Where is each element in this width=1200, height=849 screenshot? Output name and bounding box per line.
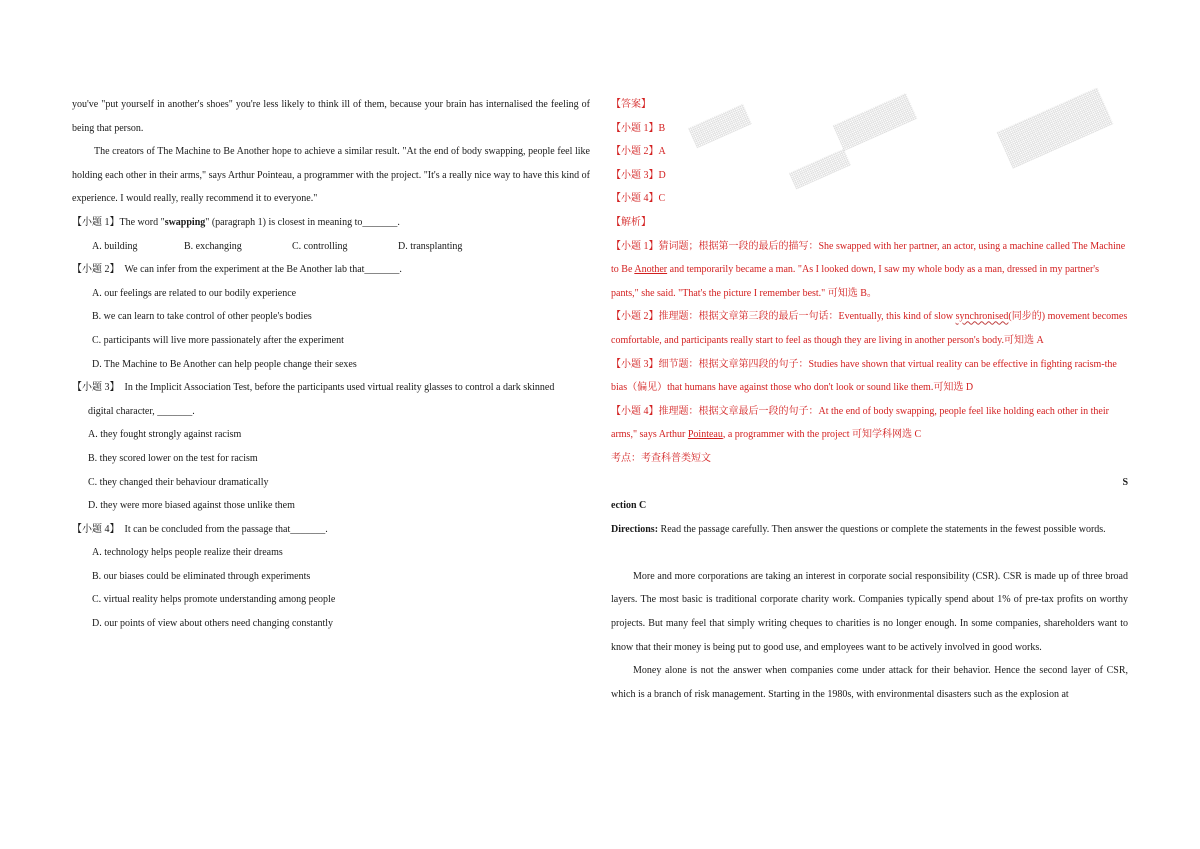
passage-paragraph: you've "put yourself in another's shoes" you're less likely to think ill of them, because your brain has internalised the feeling of being that person. bbox=[72, 99, 590, 134]
passage-paragraph: Money alone is not the answer when companies come under attack for their behavior. Hence the second layer of CSR, which is a branch of risk management. Starting in the 1980s, with environmental disasters such as the explosion at bbox=[611, 665, 1128, 700]
question-1: 【小题 1】The word "swapping" (paragraph 1) is closest in meaning to_______. bbox=[72, 216, 400, 228]
directions: Directions: Read the passage carefully. Then answer the questions or complete the statements in the fewest possible words. bbox=[611, 523, 1106, 535]
option-b[interactable]: B. exchanging bbox=[184, 240, 242, 252]
question-3-continuation: digital character, _______. bbox=[88, 405, 195, 417]
option-c[interactable]: C. controlling bbox=[292, 240, 348, 252]
option-a[interactable]: A. technology helps people realize their dreams bbox=[92, 547, 283, 559]
passage-paragraph: The creators of The Machine to Be Another hope to achieve a similar result. "At the end of body swapping, people feel like holding each other in their arms," says Arthur Pointeau, a programmer with the project. "It's a really nice way to have this kind of experience. I would really, really recommend it to everyone." bbox=[72, 146, 590, 205]
section-heading: ection C bbox=[611, 500, 647, 512]
analysis-header: 【解析】 bbox=[611, 216, 651, 228]
explanation-1: 【小题 1】猜词题；根据第一段的最后的描写：She swapped with her partner, an actor, using a machine called The Machine to Be Another and temporarily became a man. "As I looked down, I saw my whole body as a man, dressed in my partner's pants," she said. "That's the picture I remember best." 可知选 B。 bbox=[611, 240, 1126, 299]
question-1-options bbox=[72, 235, 590, 259]
option-d[interactable]: D. they were more biased against those unlike them bbox=[88, 500, 295, 512]
left-column bbox=[72, 93, 590, 636]
option-b[interactable]: B. they scored lower on the test for racism bbox=[88, 452, 258, 464]
answer-1: 【小题 1】B bbox=[611, 122, 666, 134]
passage-paragraph: More and more corporations are taking an interest in corporate social responsibility (CSR). CSR is made up of three broad layers. The most basic is traditional corporate charity work. Companies typically spend about 1% of pre-tax profits on worthy projects. But many feel that simply writing cheques to charities is no longer enough. In some companies, shareholders want to know that their money is being put to good use, and employees want to be actively involved in good works. bbox=[611, 570, 1128, 653]
question-3: 【小题 3】 In the Implicit Association Test, before the participants used virtual reality glasses to control a dark skinned bbox=[72, 382, 555, 394]
option-c[interactable]: C. virtual reality helps promote understanding among people bbox=[92, 594, 336, 606]
answer-3: 【小题 3】D bbox=[611, 169, 666, 181]
question-number: 【小题 2】 bbox=[72, 264, 120, 276]
option-d[interactable]: D. our points of view about others need changing constantly bbox=[92, 618, 334, 630]
option-c[interactable]: C. participants will live more passionately after the experiment bbox=[92, 334, 344, 346]
right-column bbox=[611, 93, 1128, 706]
answer-2: 【小题 2】A bbox=[611, 146, 666, 158]
option-b[interactable]: B. we can learn to take control of other people's bodies bbox=[92, 311, 312, 323]
spacer bbox=[611, 541, 1128, 565]
option-d[interactable]: D. transplanting bbox=[398, 240, 463, 252]
answer-4: 【小题 4】C bbox=[611, 193, 666, 205]
question-4: 【小题 4】 It can be concluded from the passage that_______. bbox=[72, 523, 328, 535]
answer-header: 【答案】 bbox=[611, 99, 651, 110]
explanation-3: 【小题 3】细节题：根据文章第四段的句子：Studies have shown that virtual reality can be effective in fighting racism-the bias（偏见）that humans have against those who don't look or sound like them.可知选 D bbox=[611, 358, 1117, 394]
question-number: 【小题 4】 bbox=[72, 523, 120, 535]
option-b[interactable]: B. our biases could be eliminated through experiments bbox=[92, 570, 311, 582]
explanation-2: 【小题 2】推理题：根据文章第三段的最后一句话：Eventually, this kind of slow synchronised(同步的) movement becomes comfortable, and participants really start to feel as though they are living in another person's body.可知选 A bbox=[611, 311, 1128, 346]
option-a[interactable]: A. building bbox=[92, 240, 138, 252]
question-number: 【小题 1】 bbox=[72, 216, 120, 228]
section-heading-s: S bbox=[1122, 476, 1128, 488]
option-a[interactable]: A. our feelings are related to our bodily experience bbox=[92, 287, 297, 299]
kaodian-note: 考点：考查科普类短文 bbox=[611, 452, 711, 464]
explanation-4: 【小题 4】推理题：根据文章最后一段的句子：At the end of body swapping, people feel like holding each other in their arms," says Arthur Pointeau, a programmer with the project 可知学科网选 C bbox=[611, 405, 1109, 441]
option-a[interactable]: A. they fought strongly against racism bbox=[88, 429, 242, 441]
question-number: 【小题 3】 bbox=[72, 382, 120, 394]
option-c[interactable]: C. they changed their behaviour dramatically bbox=[88, 476, 269, 488]
option-d[interactable]: D. The Machine to Be Another can help people change their sexes bbox=[92, 358, 357, 370]
question-2: 【小题 2】 We can infer from the experiment at the Be Another lab that_______. bbox=[72, 264, 402, 276]
